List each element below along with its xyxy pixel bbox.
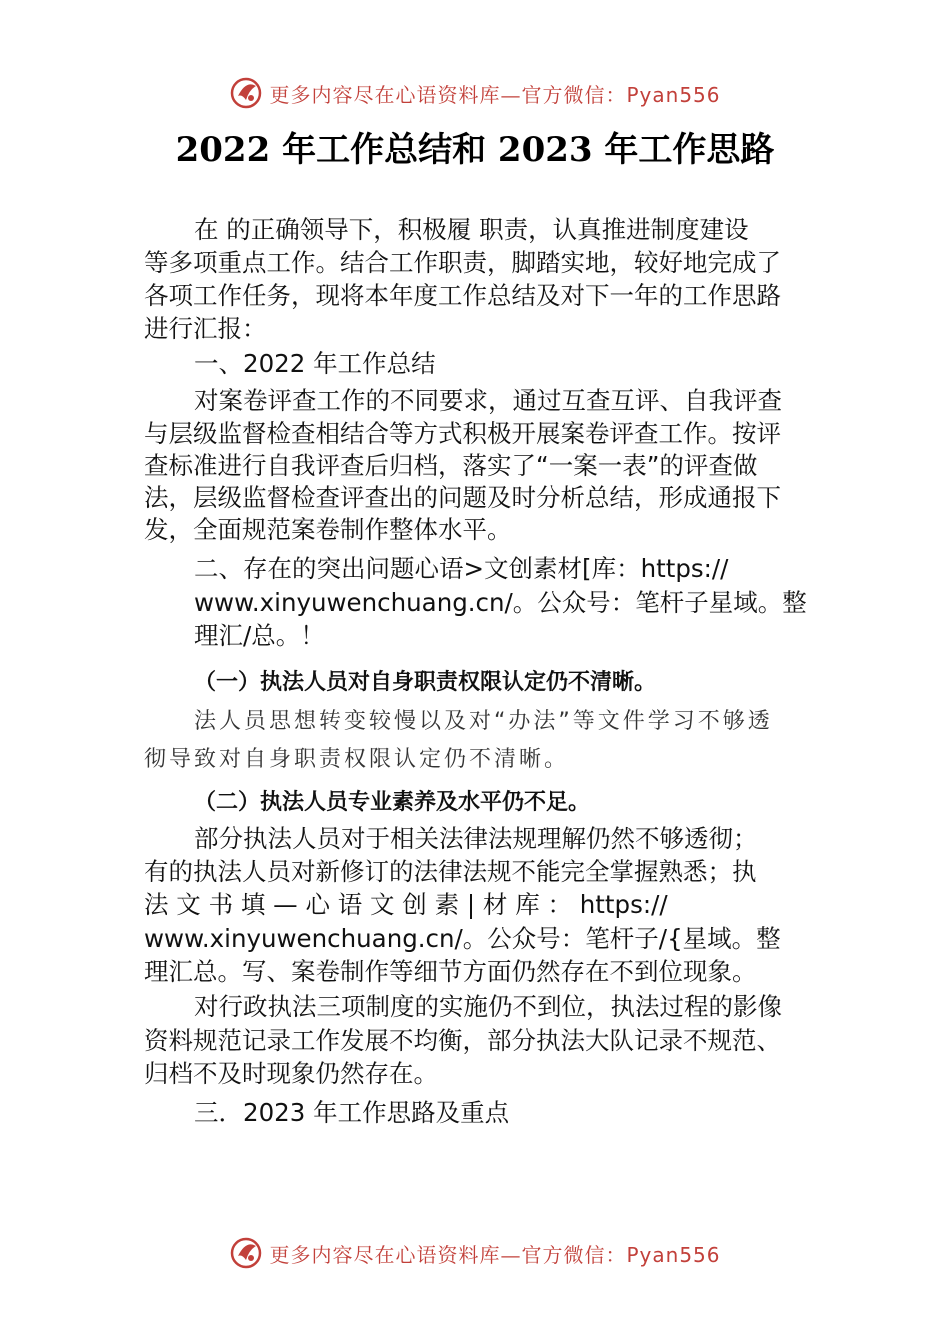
para-line: 彻导致对自身职责权限认定仍不清晰。 xyxy=(144,747,570,772)
brand-logo-icon xyxy=(229,76,263,110)
para-line: 各项工作任务，现将本年度工作总结及对下一年的工作思路 xyxy=(144,281,781,310)
para-line: 法 文 书 填 — 心 语 文 创 素 | 材 库 ： https:// xyxy=(144,890,668,919)
para-line: 在 的正确领导下，积极履 职责，认真推进制度建设 xyxy=(194,215,749,244)
para-line: 对行政执法三项制度的实施仍不到位，执法过程的影像 xyxy=(194,992,782,1021)
para-line: 对案卷评查工作的不同要求，通过互查互评、自我评查 xyxy=(194,386,782,415)
subheading: （二）执法人员专业素养及水平仍不足。 xyxy=(194,789,591,815)
para-line: 理汇总。写、案卷制作等细节方面仍然存在不到位现象。 xyxy=(144,957,757,986)
wechat-id: Pyan556 xyxy=(626,1242,721,1267)
para-line: 理汇/总。！ xyxy=(194,621,325,650)
para-line: 资料规范记录工作发展不均衡，部分执法大队记录不规范、 xyxy=(144,1026,781,1055)
para-line: 法人员思想转变较慢以及对“办法”等文件学习不够透 xyxy=(194,709,773,734)
para-line: 部分执法人员对于相关法律法规理解仍然不够透彻； xyxy=(194,824,758,853)
para-line: 归档不及时现象仍然存在。 xyxy=(144,1059,438,1088)
para-line: 有的执法人员对新修订的法律法规不能完全掌握熟悉；执 xyxy=(144,857,757,886)
header-watermark xyxy=(0,73,950,113)
wechat-id: Pyan556 xyxy=(626,82,721,107)
section-heading: 一、2022 年工作总结 xyxy=(194,349,436,378)
para-line: 发，全面规范案卷制作整体水平。 xyxy=(144,515,512,544)
footer-watermark xyxy=(0,1233,950,1273)
section-heading: 二、存在的突出问题心语>文创素材[库：https:// xyxy=(194,554,729,583)
para-line: 进行汇报： xyxy=(144,314,267,343)
para-line: www.xinyuwenchuang.cn/。公众号：笔杆子/{星域。整 xyxy=(144,924,781,953)
section-heading: 三．2023 年工作思路及重点 xyxy=(194,1098,510,1127)
subheading: （一）执法人员对自身职责权限认定仍不清晰。 xyxy=(194,669,657,695)
para-line: 查标准进行自我评查后归档，落实了“一案一表”的评查做 xyxy=(144,451,758,480)
page-title: 2022 年工作总结和 2023 年工作思路 xyxy=(175,130,775,170)
brand-logo-icon xyxy=(229,1236,263,1270)
para-line: 与层级监督检查相结合等方式积极开展案卷评查工作。按评 xyxy=(144,419,781,448)
para-line: 等多项重点工作。结合工作职责，脚踏实地，较好地完成了 xyxy=(144,248,781,277)
watermark-text: 更多内容尽在心语资料库—官方微信：Pyan556 xyxy=(269,82,721,107)
watermark-text: 更多内容尽在心语资料库—官方微信：Pyan556 xyxy=(269,1242,721,1267)
para-line: 法，层级监督检查评查出的问题及时分析总结，形成通报下 xyxy=(144,483,781,512)
para-line: www.xinyuwenchuang.cn/。公众号：笔杆子星域。整 xyxy=(194,588,807,617)
